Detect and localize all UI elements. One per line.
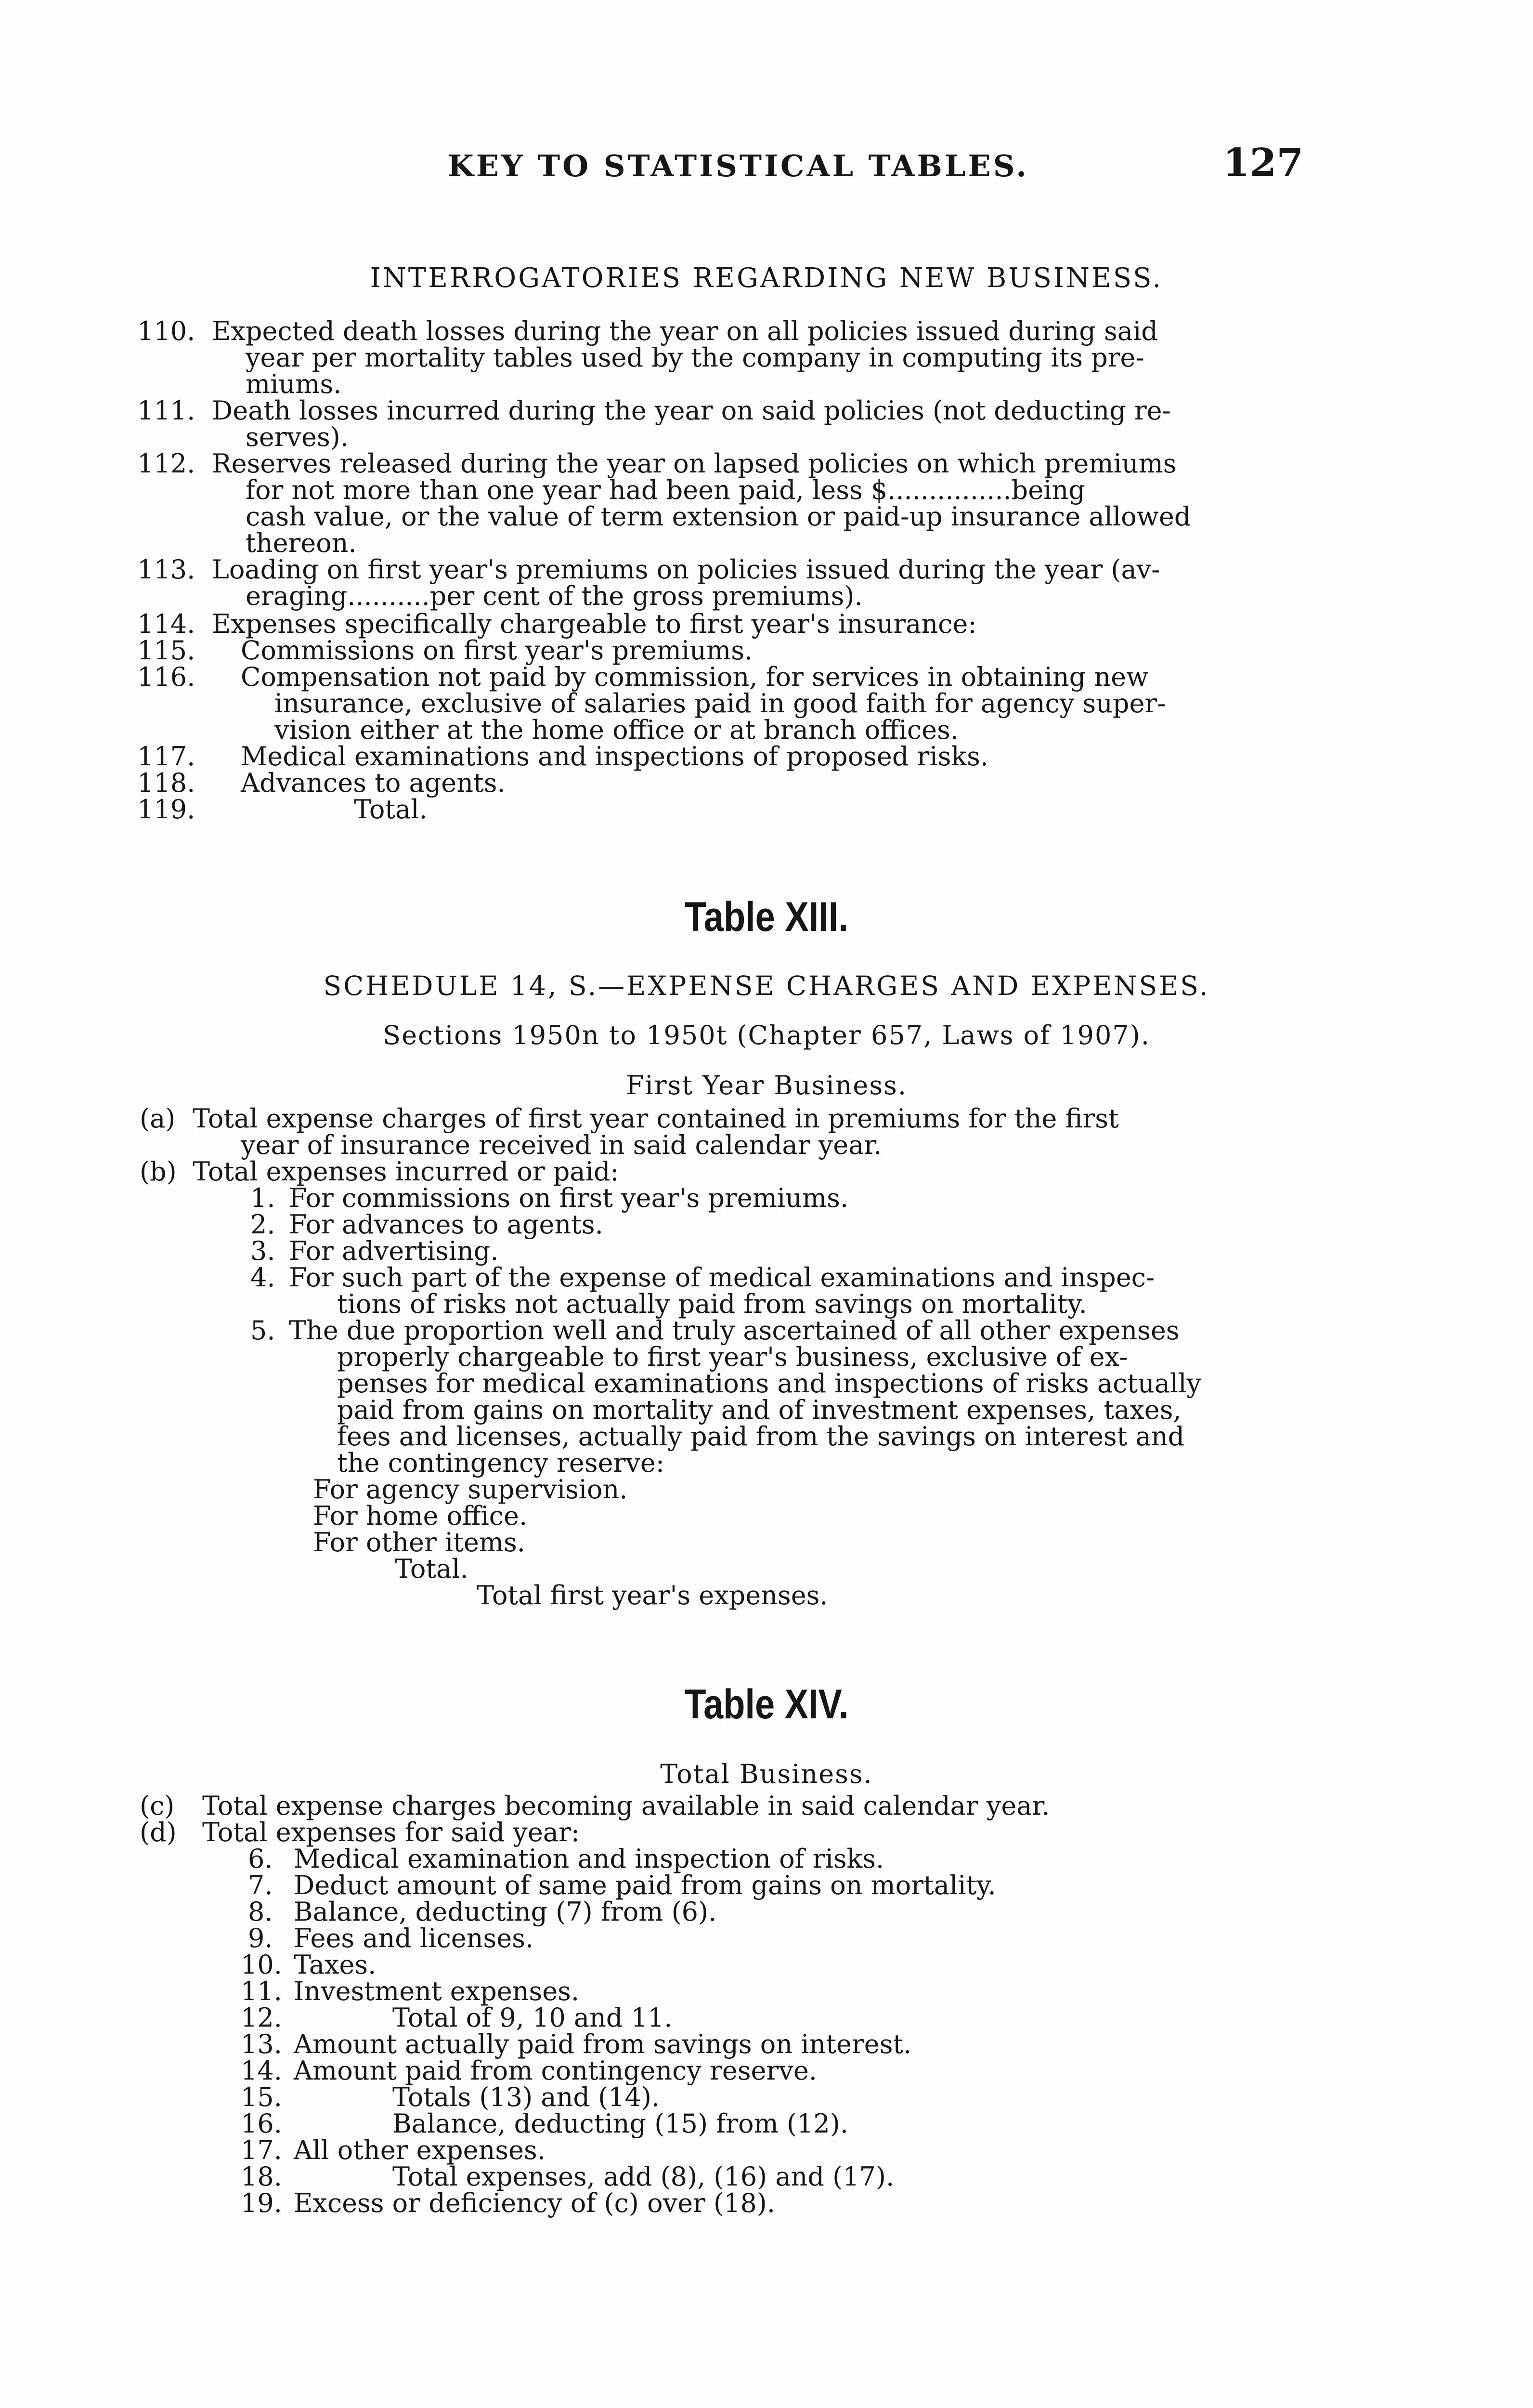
table-xiii-line: Total. xyxy=(395,1554,468,1584)
table-xiii-line: The due proportion well and truly ascertained of all other expenses xyxy=(289,1315,1180,1346)
table-xiii-line: For advances to agents. xyxy=(289,1209,603,1240)
interrogatory-line: Loading on first year's premiums on policies issued during the year (av- xyxy=(212,554,1160,585)
table-xiv-line: Total of 9, 10 and 11. xyxy=(392,2002,673,2033)
table-xiv-number: 14. xyxy=(241,2055,282,2086)
table-xiii-line: Total first year's expenses. xyxy=(477,1580,828,1610)
page-number: 127 xyxy=(1223,140,1303,185)
interrogatory-line: Reserves released during the year on lapsed policies on which premiums xyxy=(212,448,1177,479)
table-xiii-line: year of insurance received in said calendar year. xyxy=(241,1130,882,1160)
table-xiv-line: Balance, deducting (7) from (6). xyxy=(294,1897,717,1927)
running-title: KEY TO STATISTICAL TABLES. xyxy=(448,148,1029,183)
interrogatory-line: cash value, or the value of term extension or paid-up insurance allowed xyxy=(246,501,1191,532)
table-xiii-line: Total expenses incurred or paid: xyxy=(193,1156,619,1187)
interrogatory-line: Total. xyxy=(354,794,428,824)
interrogatory-number: 116. xyxy=(137,662,195,692)
interrogatories-heading: INTERROGATORIES REGARDING NEW BUSINESS. xyxy=(370,262,1163,294)
table-xiv-line: Deduct amount of same paid from gains on mortality. xyxy=(294,1870,996,1900)
table-xiii-line: properly chargeable to first year's business, exclusive of ex- xyxy=(337,1342,1128,1372)
table-xiv-number: 7. xyxy=(248,1870,273,1900)
interrogatory-line: Advances to agents. xyxy=(241,768,506,798)
table-xiii-line: For advertising. xyxy=(289,1236,499,1266)
interrogatory-number: 115. xyxy=(137,635,195,666)
table-xiii-line: tions of risks not actually paid from savings on mortality. xyxy=(337,1289,1087,1319)
interrogatory-line: eraging..........per cent of the gross premiums). xyxy=(246,581,863,611)
table-xiv-line: Investment expenses. xyxy=(294,1976,580,2006)
table-xiv-number: (d) xyxy=(140,1817,177,1847)
table-xiv-line: Total expenses for said year: xyxy=(202,1817,580,1847)
table-xiv-title: Table XIV. xyxy=(684,1681,849,1727)
table-xiii-line: fees and licenses, actually paid from the savings on interest and xyxy=(337,1421,1185,1452)
table-xiii-number: 3. xyxy=(250,1236,275,1266)
interrogatory-line: insurance, exclusive of salaries paid in good faith for agency super- xyxy=(274,688,1166,719)
table-xiv-number: 15. xyxy=(241,2082,282,2112)
table-xiii-number: 5. xyxy=(250,1315,275,1346)
table-xiii-line: paid from gains on mortality and of investment expenses, taxes, xyxy=(337,1395,1182,1425)
interrogatory-line: vision either at the home office or at branch offices. xyxy=(274,715,959,745)
interrogatory-number: 117. xyxy=(137,741,195,772)
table-xiv-line: Fees and licenses. xyxy=(294,1923,534,1953)
table-xiv-line: Totals (13) and (14). xyxy=(392,2082,660,2112)
interrogatory-number: 110. xyxy=(137,316,195,346)
table-xiv-number: 13. xyxy=(241,2029,282,2059)
table-xiv-number: 9. xyxy=(248,1923,273,1953)
interrogatory-number: 119. xyxy=(137,794,195,824)
table-xiv-line: Amount paid from contingency reserve. xyxy=(294,2055,817,2086)
interrogatory-line: Commissions on first year's premiums. xyxy=(241,635,753,666)
interrogatory-number: 114. xyxy=(137,609,195,639)
interrogatory-line: Compensation not paid by commission, for services in obtaining new xyxy=(241,662,1149,692)
page-header xyxy=(0,140,1533,197)
table-xiii-line: penses for medical examinations and inspections of risks actually xyxy=(337,1368,1201,1399)
table-xiv-number: 17. xyxy=(241,2135,282,2165)
table-xiv-number: 10. xyxy=(241,1950,282,1980)
table-xiv-number: (c) xyxy=(140,1791,175,1821)
interrogatory-number: 118. xyxy=(137,768,195,798)
table-xiv-number: 8. xyxy=(248,1897,273,1927)
interrogatory-line: for not more than one year had been paid, less $...............being xyxy=(246,475,1085,505)
table-xiv-number: 12. xyxy=(241,2002,282,2033)
table-xiii-number: (a) xyxy=(140,1103,176,1134)
table-xiv-number: 18. xyxy=(241,2161,282,2192)
table-xiv-line: Medical examination and inspection of risks. xyxy=(294,1844,884,1874)
table-xiii-number: (b) xyxy=(140,1156,177,1187)
sections-reference: Sections 1950n to 1950t (Chapter 657, Laws of 1907). xyxy=(383,1020,1150,1050)
interrogatory-number: 113. xyxy=(137,554,195,585)
interrogatory-line: year per mortality tables used by the company in computing its pre- xyxy=(246,342,1144,373)
interrogatory-line: Expenses specifically chargeable to first year's insurance: xyxy=(212,609,977,639)
interrogatory-line: miums. xyxy=(246,369,342,399)
interrogatory-line: Death losses incurred during the year on said policies (not deducting re- xyxy=(212,395,1171,426)
table-xiv-number: 6. xyxy=(248,1844,273,1874)
first-year-business-heading: First Year Business. xyxy=(626,1070,907,1100)
table-xiv-number: 11. xyxy=(241,1976,282,2006)
interrogatory-line: serves). xyxy=(246,422,349,452)
table-xiii-line: For home office. xyxy=(313,1501,528,1531)
interrogatory-line: Medical examinations and inspections of proposed risks. xyxy=(241,741,988,772)
table-xiii-line: Total expense charges of first year contained in premiums for the first xyxy=(193,1103,1119,1134)
table-xiii-number: 4. xyxy=(250,1262,275,1293)
table-xiv-line: Total expense charges becoming available in said calendar year. xyxy=(202,1791,1050,1821)
table-xiv-line: Amount actually paid from savings on interest. xyxy=(294,2029,912,2059)
table-xiv-line: All other expenses. xyxy=(294,2135,546,2165)
table-xiii-number: 2. xyxy=(250,1209,275,1240)
table-xiii-line: For other items. xyxy=(313,1527,525,1557)
table-xiii-line: For agency supervision. xyxy=(313,1474,628,1505)
total-business-heading: Total Business. xyxy=(660,1759,873,1789)
table-xiii-line: the contingency reserve: xyxy=(337,1448,665,1478)
table-xiv-line: Balance, deducting (15) from (12). xyxy=(392,2108,848,2139)
interrogatory-line: Expected death losses during the year on all policies issued during said xyxy=(212,316,1158,346)
table-xiii-line: For such part of the expense of medical examinations and inspec- xyxy=(289,1262,1155,1293)
table-xiv-line: Excess or deficiency of (c) over (18). xyxy=(294,2188,776,2218)
table-xiii-title: Table XIII. xyxy=(685,894,848,940)
schedule-heading: SCHEDULE 14, S.—EXPENSE CHARGES AND EXPENSES. xyxy=(323,970,1210,1001)
interrogatory-line: thereon. xyxy=(246,528,357,558)
table-xiv-number: 16. xyxy=(241,2108,282,2139)
table-xiv-number: 19. xyxy=(241,2188,282,2218)
table-xiii-line: For commissions on first year's premiums. xyxy=(289,1183,849,1213)
interrogatory-number: 112. xyxy=(137,448,195,479)
interrogatory-number: 111. xyxy=(137,395,195,426)
table-xiv-line: Taxes. xyxy=(294,1950,377,1980)
table-xiv-line: Total expenses, add (8), (16) and (17). xyxy=(392,2161,895,2192)
table-xiii-number: 1. xyxy=(250,1183,275,1213)
